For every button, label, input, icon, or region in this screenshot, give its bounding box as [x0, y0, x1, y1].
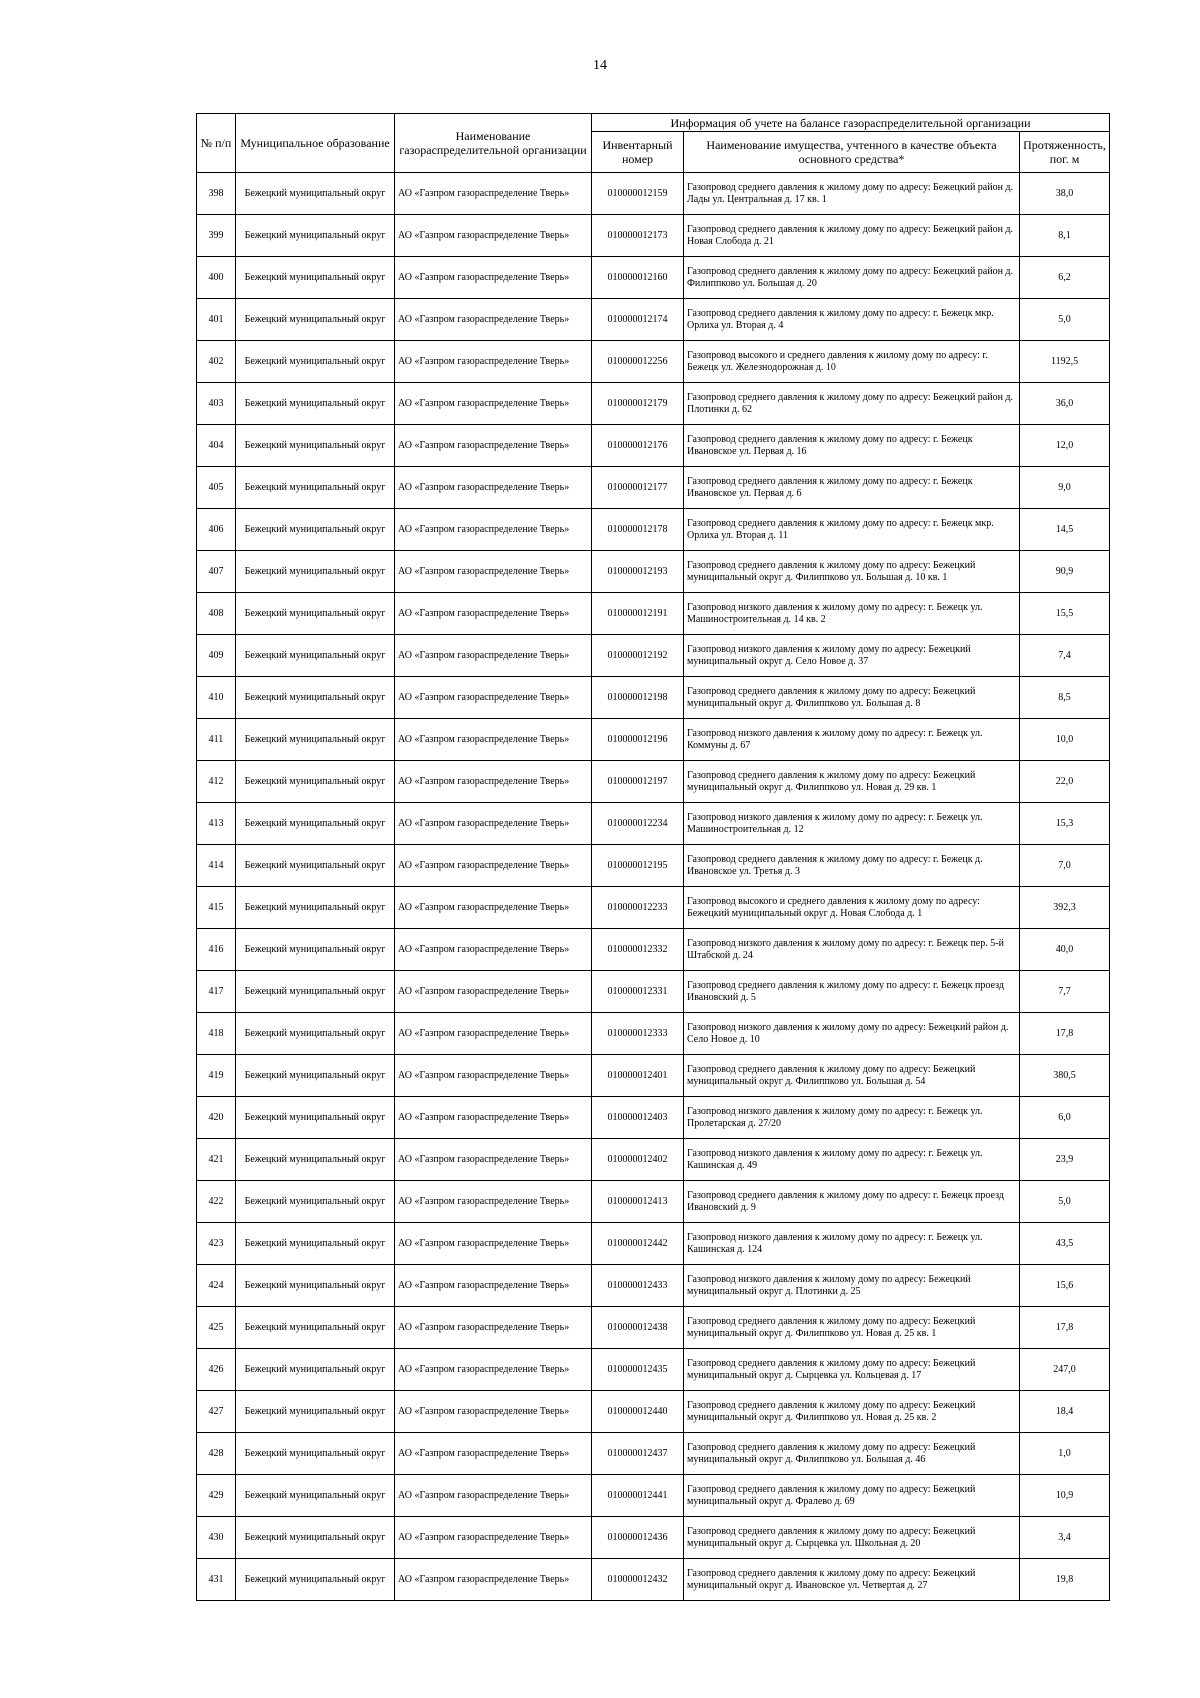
property-name-cell: Газопровод среднего давления к жилому дому по адресу: Бежецкий муниципальный округ д. Филиппково ул. Большая д. 10 кв. 1	[684, 551, 1020, 593]
organization-cell: АО «Газпром газораспределение Тверь»	[395, 1097, 592, 1139]
inventory-number-cell: 010000012403	[592, 1097, 684, 1139]
length-cell: 6,2	[1020, 257, 1110, 299]
inventory-number-cell: 010000012437	[592, 1433, 684, 1475]
length-cell: 392,3	[1020, 887, 1110, 929]
municipality-cell: Бежецкий муниципальный округ	[236, 593, 395, 635]
length-cell: 17,8	[1020, 1013, 1110, 1055]
length-cell: 43,5	[1020, 1223, 1110, 1265]
property-name-cell: Газопровод среднего давления к жилому дому по адресу: Бежецкий муниципальный округ д. Фралево д. 69	[684, 1475, 1020, 1517]
inventory-number-cell: 010000012159	[592, 173, 684, 215]
property-name-cell: Газопровод среднего давления к жилому дому по адресу: г. Бежецк Ивановское ул. Первая д. 6	[684, 467, 1020, 509]
length-cell: 12,0	[1020, 425, 1110, 467]
inventory-number-cell: 010000012198	[592, 677, 684, 719]
table-row	[197, 845, 1110, 887]
table-row	[197, 887, 1110, 929]
header-municipality: Муниципальное образование	[236, 114, 395, 173]
organization-cell: АО «Газпром газораспределение Тверь»	[395, 425, 592, 467]
row-number: 403	[197, 383, 236, 425]
property-name-cell: Газопровод низкого давления к жилому дому по адресу: г. Бежецк ул. Коммуны д. 67	[684, 719, 1020, 761]
table-row	[197, 719, 1110, 761]
municipality-cell: Бежецкий муниципальный округ	[236, 635, 395, 677]
inventory-number-cell: 010000012176	[592, 425, 684, 467]
table-row	[197, 1055, 1110, 1097]
length-cell: 7,0	[1020, 845, 1110, 887]
organization-cell: АО «Газпром газораспределение Тверь»	[395, 1265, 592, 1307]
inventory-number-cell: 010000012192	[592, 635, 684, 677]
length-cell: 90,9	[1020, 551, 1110, 593]
organization-cell: АО «Газпром газораспределение Тверь»	[395, 1013, 592, 1055]
inventory-number-cell: 010000012197	[592, 761, 684, 803]
table-row	[197, 1307, 1110, 1349]
table-row	[197, 1433, 1110, 1475]
organization-cell: АО «Газпром газораспределение Тверь»	[395, 635, 592, 677]
property-name-cell: Газопровод среднего давления к жилому дому по адресу: Бежецкий район д. Филиппково ул. Большая д. 20	[684, 257, 1020, 299]
municipality-cell: Бежецкий муниципальный округ	[236, 299, 395, 341]
inventory-number-cell: 010000012195	[592, 845, 684, 887]
organization-cell: АО «Газпром газораспределение Тверь»	[395, 173, 592, 215]
property-name-cell: Газопровод среднего давления к жилому дому по адресу: г. Бежецк мкр. Орлиха ул. Вторая д. 4	[684, 299, 1020, 341]
length-cell: 10,9	[1020, 1475, 1110, 1517]
row-number: 421	[197, 1139, 236, 1181]
property-table	[196, 113, 1110, 1601]
length-cell: 15,5	[1020, 593, 1110, 635]
inventory-number-cell: 010000012432	[592, 1559, 684, 1601]
length-cell: 36,0	[1020, 383, 1110, 425]
organization-cell: АО «Газпром газораспределение Тверь»	[395, 971, 592, 1013]
table-row	[197, 1265, 1110, 1307]
organization-cell: АО «Газпром газораспределение Тверь»	[395, 1559, 592, 1601]
organization-cell: АО «Газпром газораспределение Тверь»	[395, 1139, 592, 1181]
property-name-cell: Газопровод низкого давления к жилому дому по адресу: г. Бежецк пер. 5-й Штабской д. 24	[684, 929, 1020, 971]
inventory-number-cell: 010000012402	[592, 1139, 684, 1181]
length-cell: 18,4	[1020, 1391, 1110, 1433]
municipality-cell: Бежецкий муниципальный округ	[236, 677, 395, 719]
property-name-cell: Газопровод низкого давления к жилому дому по адресу: Бежецкий муниципальный округ д. Село Новое д. 37	[684, 635, 1020, 677]
table-row	[197, 1475, 1110, 1517]
table-row	[197, 215, 1110, 257]
inventory-number-cell: 010000012196	[592, 719, 684, 761]
organization-cell: АО «Газпром газораспределение Тверь»	[395, 1475, 592, 1517]
property-name-cell: Газопровод среднего давления к жилому дому по адресу: Бежецкий муниципальный округ д. Филиппково ул. Новая д. 29 кв. 1	[684, 761, 1020, 803]
organization-cell: АО «Газпром газораспределение Тверь»	[395, 887, 592, 929]
length-cell: 5,0	[1020, 299, 1110, 341]
municipality-cell: Бежецкий муниципальный округ	[236, 425, 395, 467]
length-cell: 17,8	[1020, 1307, 1110, 1349]
municipality-cell: Бежецкий муниципальный округ	[236, 1307, 395, 1349]
row-number: 424	[197, 1265, 236, 1307]
municipality-cell: Бежецкий муниципальный округ	[236, 1391, 395, 1433]
length-cell: 247,0	[1020, 1349, 1110, 1391]
organization-cell: АО «Газпром газораспределение Тверь»	[395, 299, 592, 341]
organization-cell: АО «Газпром газораспределение Тверь»	[395, 929, 592, 971]
table-row	[197, 383, 1110, 425]
length-cell: 40,0	[1020, 929, 1110, 971]
row-number: 406	[197, 509, 236, 551]
property-name-cell: Газопровод среднего давления к жилому дому по адресу: Бежецкий муниципальный округ д. Сырцевка ул. Кольцевая д. 17	[684, 1349, 1020, 1391]
row-number: 401	[197, 299, 236, 341]
inventory-number-cell: 010000012436	[592, 1517, 684, 1559]
municipality-cell: Бежецкий муниципальный округ	[236, 971, 395, 1013]
property-name-cell: Газопровод среднего давления к жилому дому по адресу: Бежецкий муниципальный округ д. Филиппково ул. Большая д. 46	[684, 1433, 1020, 1475]
municipality-cell: Бежецкий муниципальный округ	[236, 929, 395, 971]
inventory-number-cell: 010000012191	[592, 593, 684, 635]
property-name-cell: Газопровод низкого давления к жилому дому по адресу: г. Бежецк ул. Пролетарская д. 27/20	[684, 1097, 1020, 1139]
row-number: 411	[197, 719, 236, 761]
property-name-cell: Газопровод низкого давления к жилому дому по адресу: г. Бежецк ул. Машиностроительная д. 14 кв. 2	[684, 593, 1020, 635]
inventory-number-cell: 010000012401	[592, 1055, 684, 1097]
municipality-cell: Бежецкий муниципальный округ	[236, 509, 395, 551]
row-number: 429	[197, 1475, 236, 1517]
row-number: 402	[197, 341, 236, 383]
length-cell: 3,4	[1020, 1517, 1110, 1559]
organization-cell: АО «Газпром газораспределение Тверь»	[395, 677, 592, 719]
table-row	[197, 1013, 1110, 1055]
table-row	[197, 635, 1110, 677]
table-row	[197, 425, 1110, 467]
organization-cell: АО «Газпром газораспределение Тверь»	[395, 341, 592, 383]
length-cell: 5,0	[1020, 1181, 1110, 1223]
inventory-number-cell: 010000012331	[592, 971, 684, 1013]
inventory-number-cell: 010000012256	[592, 341, 684, 383]
organization-cell: АО «Газпром газораспределение Тверь»	[395, 761, 592, 803]
table-row	[197, 593, 1110, 635]
property-name-cell: Газопровод среднего давления к жилому дому по адресу: г. Бежецк проезд Ивановский д. 5	[684, 971, 1020, 1013]
organization-cell: АО «Газпром газораспределение Тверь»	[395, 215, 592, 257]
table-row	[197, 341, 1110, 383]
property-name-cell: Газопровод среднего давления к жилому дому по адресу: Бежецкий район д. Плотинки д. 62	[684, 383, 1020, 425]
length-cell: 6,0	[1020, 1097, 1110, 1139]
table-row	[197, 1349, 1110, 1391]
inventory-number-cell: 010000012177	[592, 467, 684, 509]
organization-cell: АО «Газпром газораспределение Тверь»	[395, 1433, 592, 1475]
length-cell: 19,8	[1020, 1559, 1110, 1601]
property-name-cell: Газопровод среднего давления к жилому дому по адресу: г. Бежецк мкр. Орлиха ул. Вторая д. 11	[684, 509, 1020, 551]
organization-cell: АО «Газпром газораспределение Тверь»	[395, 1391, 592, 1433]
row-number: 431	[197, 1559, 236, 1601]
municipality-cell: Бежецкий муниципальный округ	[236, 719, 395, 761]
inventory-number-cell: 010000012435	[592, 1349, 684, 1391]
municipality-cell: Бежецкий муниципальный округ	[236, 173, 395, 215]
organization-cell: АО «Газпром газораспределение Тверь»	[395, 1223, 592, 1265]
inventory-number-cell: 010000012413	[592, 1181, 684, 1223]
row-number: 412	[197, 761, 236, 803]
length-cell: 22,0	[1020, 761, 1110, 803]
row-number: 415	[197, 887, 236, 929]
municipality-cell: Бежецкий муниципальный округ	[236, 1433, 395, 1475]
municipality-cell: Бежецкий муниципальный округ	[236, 887, 395, 929]
row-number: 417	[197, 971, 236, 1013]
property-name-cell: Газопровод среднего давления к жилому дому по адресу: Бежецкий муниципальный округ д. Филиппково ул. Большая д. 54	[684, 1055, 1020, 1097]
property-name-cell: Газопровод среднего давления к жилому дому по адресу: г. Бежецк проезд Ивановский д. 9	[684, 1181, 1020, 1223]
inventory-number-cell: 010000012234	[592, 803, 684, 845]
inventory-number-cell: 010000012173	[592, 215, 684, 257]
organization-cell: АО «Газпром газораспределение Тверь»	[395, 257, 592, 299]
municipality-cell: Бежецкий муниципальный округ	[236, 1265, 395, 1307]
row-number: 420	[197, 1097, 236, 1139]
inventory-number-cell: 010000012438	[592, 1307, 684, 1349]
length-cell: 8,5	[1020, 677, 1110, 719]
organization-cell: АО «Газпром газораспределение Тверь»	[395, 1307, 592, 1349]
property-name-cell: Газопровод среднего давления к жилому дому по адресу: Бежецкий муниципальный округ д. Филиппково ул. Новая д. 25 кв. 2	[684, 1391, 1020, 1433]
row-number: 410	[197, 677, 236, 719]
property-name-cell: Газопровод низкого давления к жилому дому по адресу: Бежецкий муниципальный округ д. Плотинки д. 25	[684, 1265, 1020, 1307]
property-name-cell: Газопровод среднего давления к жилому дому по адресу: г. Бежецк Ивановское ул. Первая д. 16	[684, 425, 1020, 467]
row-number: 404	[197, 425, 236, 467]
table-header	[197, 114, 1110, 173]
organization-cell: АО «Газпром газораспределение Тверь»	[395, 1517, 592, 1559]
inventory-number-cell: 010000012333	[592, 1013, 684, 1055]
property-name-cell: Газопровод низкого давления к жилому дому по адресу: Бежецкий район д. Село Новое д. 10	[684, 1013, 1020, 1055]
header-property-name: Наименование имущества, учтенного в качестве объекта основного средства*	[684, 132, 1020, 173]
table-row	[197, 299, 1110, 341]
row-number: 426	[197, 1349, 236, 1391]
property-name-cell: Газопровод низкого давления к жилому дому по адресу: г. Бежецк ул. Кашинская д. 49	[684, 1139, 1020, 1181]
header-balance-group: Информация об учете на балансе газораспределительной организации	[592, 114, 1110, 132]
municipality-cell: Бежецкий муниципальный округ	[236, 257, 395, 299]
header-length: Протяженность, пог. м	[1020, 132, 1110, 173]
municipality-cell: Бежецкий муниципальный округ	[236, 341, 395, 383]
organization-cell: АО «Газпром газораспределение Тверь»	[395, 845, 592, 887]
length-cell: 15,3	[1020, 803, 1110, 845]
municipality-cell: Бежецкий муниципальный округ	[236, 1013, 395, 1055]
organization-cell: АО «Газпром газораспределение Тверь»	[395, 1055, 592, 1097]
inventory-number-cell: 010000012160	[592, 257, 684, 299]
table-row	[197, 929, 1110, 971]
inventory-number-cell: 010000012178	[592, 509, 684, 551]
inventory-number-cell: 010000012440	[592, 1391, 684, 1433]
row-number: 423	[197, 1223, 236, 1265]
length-cell: 10,0	[1020, 719, 1110, 761]
municipality-cell: Бежецкий муниципальный округ	[236, 467, 395, 509]
row-number: 405	[197, 467, 236, 509]
table-row	[197, 467, 1110, 509]
municipality-cell: Бежецкий муниципальный округ	[236, 215, 395, 257]
table-row	[197, 1559, 1110, 1601]
property-name-cell: Газопровод среднего давления к жилому дому по адресу: Бежецкий район д. Новая Слобода д. 21	[684, 215, 1020, 257]
municipality-cell: Бежецкий муниципальный округ	[236, 761, 395, 803]
length-cell: 23,9	[1020, 1139, 1110, 1181]
length-cell: 1192,5	[1020, 341, 1110, 383]
inventory-number-cell: 010000012332	[592, 929, 684, 971]
header-num: № п/п	[197, 114, 236, 173]
inventory-number-cell: 010000012193	[592, 551, 684, 593]
row-number: 430	[197, 1517, 236, 1559]
property-name-cell: Газопровод низкого давления к жилому дому по адресу: г. Бежецк ул. Машиностроительная д. 12	[684, 803, 1020, 845]
municipality-cell: Бежецкий муниципальный округ	[236, 1181, 395, 1223]
table-row	[197, 1391, 1110, 1433]
table-row	[197, 761, 1110, 803]
property-name-cell: Газопровод среднего давления к жилому дому по адресу: Бежецкий муниципальный округ д. Сырцевка ул. Школьная д. 20	[684, 1517, 1020, 1559]
inventory-number-cell: 010000012174	[592, 299, 684, 341]
municipality-cell: Бежецкий муниципальный округ	[236, 1139, 395, 1181]
length-cell: 7,7	[1020, 971, 1110, 1013]
length-cell: 9,0	[1020, 467, 1110, 509]
inventory-number-cell: 010000012233	[592, 887, 684, 929]
table-row	[197, 1097, 1110, 1139]
municipality-cell: Бежецкий муниципальный округ	[236, 1559, 395, 1601]
table-body	[197, 173, 1110, 1601]
table-row	[197, 1517, 1110, 1559]
row-number: 416	[197, 929, 236, 971]
table-row	[197, 1223, 1110, 1265]
property-name-cell: Газопровод высокого и среднего давления к жилому дому по адресу: г. Бежецк ул. Железнодорожная д. 10	[684, 341, 1020, 383]
organization-cell: АО «Газпром газораспределение Тверь»	[395, 1181, 592, 1223]
table-row	[197, 1139, 1110, 1181]
row-number: 413	[197, 803, 236, 845]
row-number: 408	[197, 593, 236, 635]
table-row	[197, 971, 1110, 1013]
inventory-number-cell: 010000012441	[592, 1475, 684, 1517]
municipality-cell: Бежецкий муниципальный округ	[236, 383, 395, 425]
row-number: 427	[197, 1391, 236, 1433]
municipality-cell: Бежецкий муниципальный округ	[236, 1097, 395, 1139]
header-inventory: Инвентарный номер	[592, 132, 684, 173]
table-row	[197, 1181, 1110, 1223]
length-cell: 14,5	[1020, 509, 1110, 551]
property-name-cell: Газопровод высокого и среднего давления к жилому дому по адресу: Бежецкий муниципальный округ д. Новая Слобода д. 1	[684, 887, 1020, 929]
municipality-cell: Бежецкий муниципальный округ	[236, 1349, 395, 1391]
length-cell: 8,1	[1020, 215, 1110, 257]
row-number: 399	[197, 215, 236, 257]
organization-cell: АО «Газпром газораспределение Тверь»	[395, 719, 592, 761]
organization-cell: АО «Газпром газораспределение Тверь»	[395, 551, 592, 593]
municipality-cell: Бежецкий муниципальный округ	[236, 845, 395, 887]
table-row	[197, 509, 1110, 551]
municipality-cell: Бежецкий муниципальный округ	[236, 803, 395, 845]
length-cell: 1,0	[1020, 1433, 1110, 1475]
organization-cell: АО «Газпром газораспределение Тверь»	[395, 1349, 592, 1391]
property-name-cell: Газопровод среднего давления к жилому дому по адресу: Бежецкий муниципальный округ д. Филиппково ул. Новая д. 25 кв. 1	[684, 1307, 1020, 1349]
row-number: 419	[197, 1055, 236, 1097]
property-name-cell: Газопровод среднего давления к жилому дому по адресу: Бежецкий муниципальный округ д. Филиппково ул. Большая д. 8	[684, 677, 1020, 719]
length-cell: 7,4	[1020, 635, 1110, 677]
municipality-cell: Бежецкий муниципальный округ	[236, 1223, 395, 1265]
property-name-cell: Газопровод низкого давления к жилому дому по адресу: г. Бежецк ул. Кашинская д. 124	[684, 1223, 1020, 1265]
header-organization: Наименование газораспределительной организации	[395, 114, 592, 173]
row-number: 414	[197, 845, 236, 887]
page-number: 14	[593, 58, 607, 73]
property-name-cell: Газопровод среднего давления к жилому дому по адресу: г. Бежецк д. Ивановское ул. Третья д. 3	[684, 845, 1020, 887]
table-row	[197, 551, 1110, 593]
table-row	[197, 257, 1110, 299]
table-row	[197, 677, 1110, 719]
row-number: 409	[197, 635, 236, 677]
municipality-cell: Бежецкий муниципальный округ	[236, 1517, 395, 1559]
inventory-number-cell: 010000012442	[592, 1223, 684, 1265]
row-number: 398	[197, 173, 236, 215]
row-number: 425	[197, 1307, 236, 1349]
row-number: 428	[197, 1433, 236, 1475]
organization-cell: АО «Газпром газораспределение Тверь»	[395, 383, 592, 425]
table-row	[197, 803, 1110, 845]
row-number: 400	[197, 257, 236, 299]
organization-cell: АО «Газпром газораспределение Тверь»	[395, 467, 592, 509]
property-name-cell: Газопровод среднего давления к жилому дому по адресу: Бежецкий район д. Лады ул. Центральная д. 17 кв. 1	[684, 173, 1020, 215]
municipality-cell: Бежецкий муниципальный округ	[236, 1055, 395, 1097]
organization-cell: АО «Газпром газораспределение Тверь»	[395, 593, 592, 635]
length-cell: 380,5	[1020, 1055, 1110, 1097]
inventory-number-cell: 010000012433	[592, 1265, 684, 1307]
organization-cell: АО «Газпром газораспределение Тверь»	[395, 803, 592, 845]
row-number: 422	[197, 1181, 236, 1223]
organization-cell: АО «Газпром газораспределение Тверь»	[395, 509, 592, 551]
table-row	[197, 173, 1110, 215]
length-cell: 38,0	[1020, 173, 1110, 215]
row-number: 407	[197, 551, 236, 593]
row-number: 418	[197, 1013, 236, 1055]
inventory-number-cell: 010000012179	[592, 383, 684, 425]
municipality-cell: Бежецкий муниципальный округ	[236, 1475, 395, 1517]
municipality-cell: Бежецкий муниципальный округ	[236, 551, 395, 593]
property-name-cell: Газопровод среднего давления к жилому дому по адресу: Бежецкий муниципальный округ д. Ивановское ул. Четвертая д. 27	[684, 1559, 1020, 1601]
length-cell: 15,6	[1020, 1265, 1110, 1307]
